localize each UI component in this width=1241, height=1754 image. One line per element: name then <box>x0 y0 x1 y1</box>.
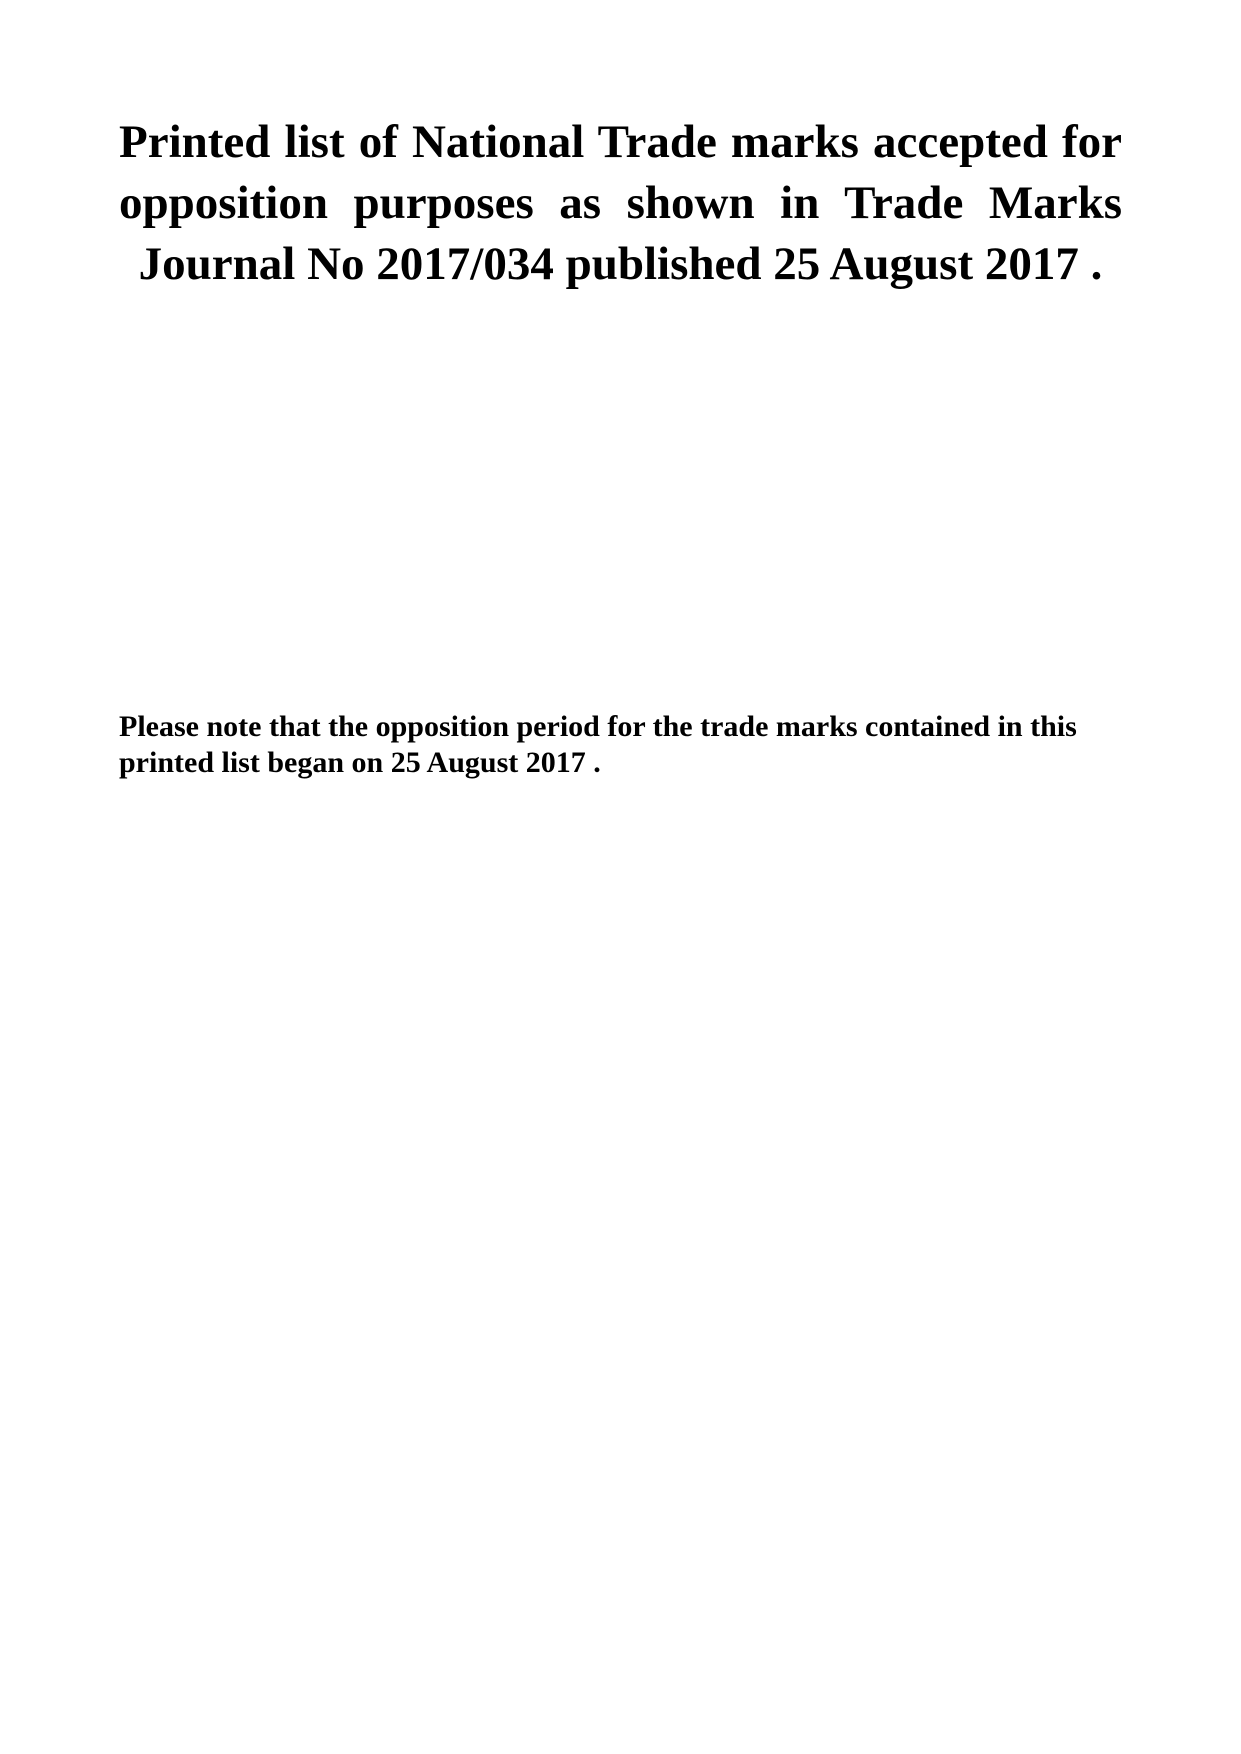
document-title: Printed list of National Trade marks accepted for opposition purposes as shown in Trade Marks Journal No 2017/034 published 25 August 2017 . <box>119 116 1122 290</box>
opposition-period-note: Please note that the opposition period for the trade marks contained in this printed list began on 25 August 2017 . <box>119 710 1077 779</box>
